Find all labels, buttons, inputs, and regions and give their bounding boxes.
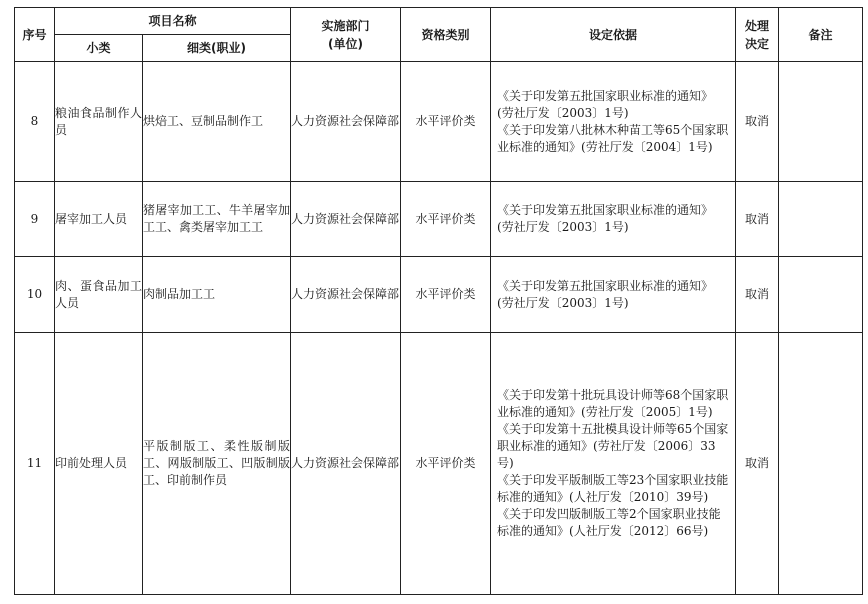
- row-detail: 平版制版工、柔性版制版工、网版制版工、凹版制版工、印前制作员: [143, 333, 291, 595]
- row-detail: 肉制品加工工: [143, 257, 291, 333]
- row-remarks: [779, 257, 863, 333]
- table-row: [15, 333, 863, 595]
- row-basis: [491, 62, 736, 182]
- row-decision: 取消: [736, 182, 779, 257]
- header-department: [291, 8, 401, 62]
- row-qualification: 水平评价类: [401, 333, 491, 595]
- table-row: [15, 257, 863, 333]
- header-decision: [736, 8, 779, 62]
- row-decision: 取消: [736, 257, 779, 333]
- row-subcategory: 肉、蛋食品加工人员: [55, 257, 143, 333]
- qualification-table: [14, 7, 863, 595]
- row-index: 9: [15, 182, 55, 257]
- header-basis: 设定依据: [491, 8, 736, 62]
- header-subcategory: 小类: [55, 35, 143, 62]
- basis-line: 《关于印发第五批国家职业标准的通知》(劳社厅发〔2003〕1号): [497, 203, 714, 234]
- header-row-top: [15, 8, 863, 35]
- row-remarks: [779, 62, 863, 182]
- row-qualification: 水平评价类: [401, 62, 491, 182]
- header-decision-line1: 处理: [745, 18, 770, 33]
- row-department: 人力资源社会保障部: [291, 62, 401, 182]
- header-detail: 细类(职业): [143, 35, 291, 62]
- row-qualification: 水平评价类: [401, 182, 491, 257]
- basis-line: 《关于印发第八批林木种苗工等65个国家职业标准的通知》(劳社厅发〔2004〕1号): [497, 122, 729, 154]
- row-subcategory: 印前处理人员: [55, 333, 143, 595]
- row-remarks: [779, 182, 863, 257]
- row-department: 人力资源社会保障部: [291, 333, 401, 595]
- basis-line: 《关于印发第五批国家职业标准的通知》(劳社厅发〔2003〕1号): [497, 88, 714, 120]
- row-index: 10: [15, 257, 55, 333]
- basis-line: 《关于印发凹版制版工等2个国家职业技能标准的通知》(人社厅发〔2012〕66号): [497, 507, 721, 538]
- row-index: 8: [15, 62, 55, 182]
- row-department: 人力资源社会保障部: [291, 182, 401, 257]
- header-remarks: 备注: [779, 8, 863, 62]
- row-decision: 取消: [736, 333, 779, 595]
- basis-line: 《关于印发第十五批模具设计师等65个国家职业标准的通知》(劳社厅发〔2006〕33号): [497, 422, 729, 470]
- row-basis: [491, 257, 736, 333]
- header-decision-line2: 决定: [745, 36, 770, 51]
- row-detail: 烘焙工、豆制品制作工: [143, 62, 291, 182]
- basis-line: 《关于印发平版制版工等23个国家职业技能标准的通知》(人社厅发〔2010〕39号): [497, 473, 729, 504]
- row-basis: [491, 182, 736, 257]
- row-remarks: [779, 333, 863, 595]
- row-index: 11: [15, 333, 55, 595]
- header-department-line2: (单位): [328, 36, 363, 51]
- table-row: [15, 62, 863, 182]
- row-basis: [491, 333, 736, 595]
- row-subcategory: 粮油食品制作人员: [55, 62, 143, 182]
- row-department: 人力资源社会保障部: [291, 257, 401, 333]
- basis-line: 《关于印发第十批玩具设计师等68个国家职业标准的通知》(劳社厅发〔2005〕1号): [497, 388, 729, 419]
- basis-line: 《关于印发第五批国家职业标准的通知》(劳社厅发〔2003〕1号): [497, 278, 714, 310]
- row-decision: 取消: [736, 62, 779, 182]
- row-qualification: 水平评价类: [401, 257, 491, 333]
- header-project-name: 项目名称: [55, 8, 291, 35]
- header-index: 序号: [15, 8, 55, 62]
- header-department-line1: 实施部门: [321, 18, 370, 33]
- header-qualification: 资格类别: [401, 8, 491, 62]
- row-detail: 猪屠宰加工工、牛羊屠宰加工工、禽类屠宰加工工: [143, 182, 291, 257]
- table-row: [15, 182, 863, 257]
- row-subcategory: 屠宰加工人员: [55, 182, 143, 257]
